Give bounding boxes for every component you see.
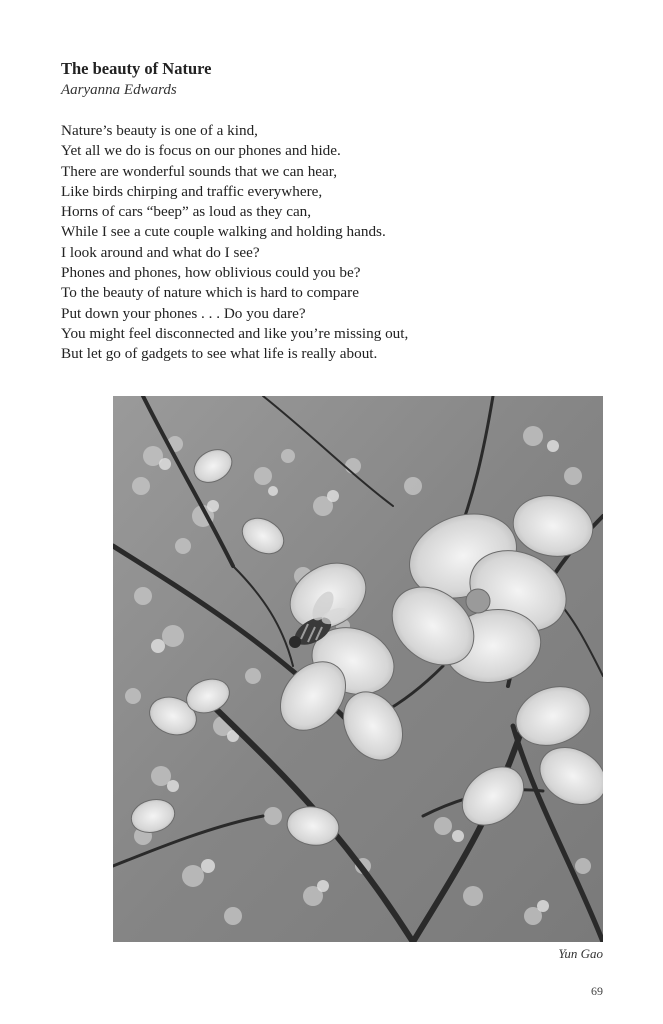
poem-line: Yet all we do is focus on our phones and hide.: [61, 142, 341, 160]
poem-line: To the beauty of nature which is hard to compare: [61, 284, 359, 302]
blossom-painting: [113, 396, 603, 942]
poem-line: Put down your phones . . . Do you dare?: [61, 304, 306, 322]
page-number: 69: [591, 984, 603, 998]
poem-line: While I see a cute couple walking and holding hands.: [61, 223, 386, 241]
poem-author: Aaryanna Edwards: [61, 82, 177, 98]
poem-line: Phones and phones, how oblivious could you be?: [61, 264, 361, 282]
poem-line: Like birds chirping and traffic everywhere,: [61, 182, 323, 200]
poem: [61, 58, 621, 365]
poem-line: There are wonderful sounds that we can hear,: [61, 162, 338, 180]
blossom-painting-illustration: [113, 396, 603, 942]
poem-title: The beauty of Nature: [61, 59, 212, 78]
poem-line: But let go of gadgets to see what life is really about.: [61, 345, 378, 363]
artist-credit: Yun Gao: [558, 946, 603, 961]
poem-line: Horns of cars “beep” as loud as they can,: [61, 203, 312, 221]
poem-line: You might feel disconnected and like you’re missing out,: [61, 324, 409, 342]
poem-line: Nature’s beauty is one of a kind,: [61, 122, 258, 139]
poem-lines: [61, 121, 621, 365]
poem-line: I look around and what do I see?: [61, 243, 260, 261]
